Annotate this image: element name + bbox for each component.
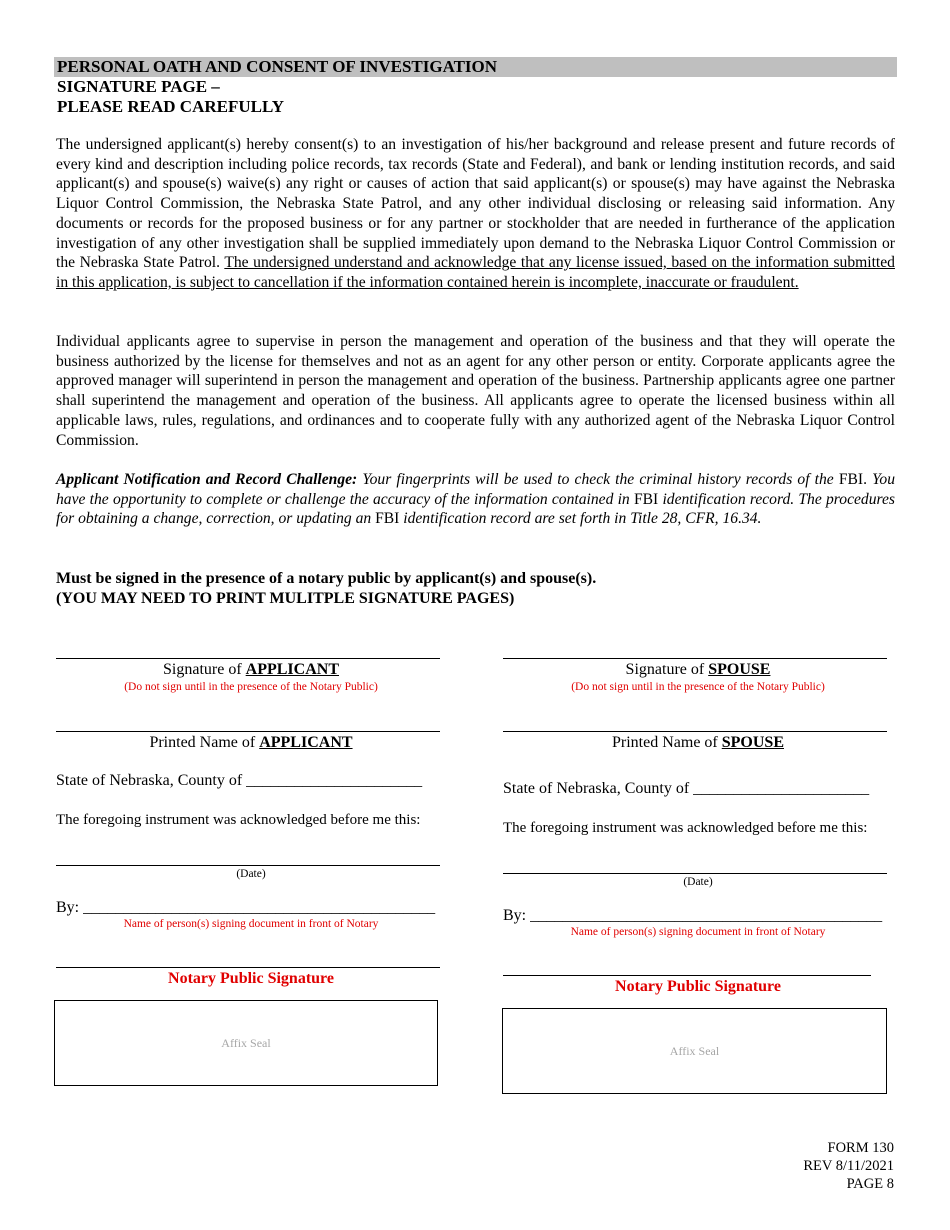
agreement-paragraph: Individual applicants agree to supervise in person the management and operation of the business and that they will operate the business authorized by the license for themselves and not as an agent for any other person or entity. Corporate applicants agree the approved manager will superintend in person the management and operation of the business. Partnership applicants agree one partner shall superintend the management and operation of the business. All applicants agree to operate the licensed business within all applicable laws, rules, regulations, and ordinances and to cooperate fully with any authorized agent of the Nebraska Liquor Control Commission. <box>56 333 895 449</box>
spouse-by-note: Name of person(s) signing document in front of Notary <box>570 926 826 938</box>
applicant-signature-label: Signature of APPLICANT <box>163 661 339 678</box>
spouse-printed-name-line[interactable] <box>503 731 887 732</box>
applicant-notary-signature-label: Notary Public Signature <box>168 970 334 987</box>
notary-instruction: Must be signed in the presence of a notary public by applicant(s) and spouse(s). <box>56 570 597 587</box>
spouse-signature-note: (Do not sign until in the presence of the Notary Public) <box>571 681 825 693</box>
spouse-signature-line[interactable] <box>503 658 887 659</box>
applicant-date-line[interactable] <box>56 865 440 866</box>
spouse-printed-name-label: Printed Name of SPOUSE <box>612 734 784 751</box>
applicant-date-label: (Date) <box>236 868 266 880</box>
form-footer <box>803 1139 894 1193</box>
notification-paragraph: Applicant Notification and Record Challenge: Your fingerprints will be used to check the criminal history records of the FBI. You have the opportunity to complete or challenge the accuracy of the information contained in FBI identification record. The procedures for obtaining a change, correction, or updating an FBI identification record are set forth in Title 28, CFR, 16.34. <box>56 471 896 528</box>
applicant-county-field[interactable]: State of Nebraska, County of ______________________ <box>56 772 423 789</box>
page-number: PAGE 8 <box>846 1176 894 1192</box>
spouse-seal-box <box>502 1008 887 1094</box>
notification-heading: Applicant Notification and Record Challenge: <box>56 471 358 488</box>
print-multiple-note: (YOU MAY NEED TO PRINT MULITPLE SIGNATURE PAGES) <box>56 590 515 607</box>
spouse-date-label: (Date) <box>683 876 713 888</box>
applicant-printed-name-line[interactable] <box>56 731 440 732</box>
applicant-signature-line[interactable] <box>56 658 440 659</box>
spouse-by-field[interactable]: By: ____________________________________________ <box>503 907 883 924</box>
form-number: FORM 130 <box>827 1140 894 1156</box>
consent-underlined-text: The undersigned understand and acknowledge that any license issued, based on the information submitted in this application, is subject to cancellation if the information contained herein is incomplete, inaccurate or fraudulent. <box>56 254 895 291</box>
spouse-seal-label: Affix Seal <box>669 1043 720 1058</box>
page-title: PERSONAL OATH AND CONSENT OF INVESTIGATION <box>57 57 498 76</box>
applicant-by-field[interactable]: By: ____________________________________________ <box>56 899 436 916</box>
spouse-county-field[interactable]: State of Nebraska, County of ______________________ <box>503 780 870 797</box>
applicant-notary-signature-line[interactable] <box>56 967 440 968</box>
applicant-seal-box <box>54 1000 438 1086</box>
applicant-seal-label: Affix Seal <box>221 1035 271 1050</box>
applicant-by-note: Name of person(s) signing document in front of Notary <box>123 918 379 930</box>
consent-paragraph <box>56 135 895 293</box>
spouse-signature-label: Signature of SPOUSE <box>625 661 771 678</box>
spouse-acknowledged-text: The foregoing instrument was acknowledged before me this: <box>503 820 868 836</box>
applicant-acknowledged-text: The foregoing instrument was acknowledged before me this: <box>56 812 421 828</box>
form-revision: REV 8/11/2021 <box>803 1158 894 1174</box>
page-subtitle: SIGNATURE PAGE – <box>57 77 220 96</box>
spouse-notary-signature-line[interactable] <box>503 975 871 976</box>
applicant-printed-name-label: Printed Name of APPLICANT <box>149 734 353 751</box>
applicant-signature-note: (Do not sign until in the presence of the Notary Public) <box>124 681 378 693</box>
spouse-notary-signature-label: Notary Public Signature <box>615 978 781 995</box>
page-subtitle-read-carefully: PLEASE READ CAREFULLY <box>57 97 285 116</box>
consent-text: The undersigned applicant(s) hereby consent(s) to an investigation of his/her background and release present and future records of every kind and description including police records, tax records (State and Federal), and bank or lending institution records, and said applicant(s) and spouse(s) waive(s) any right or causes of action that said applicant(s) or spouse(s) may have against the Nebraska Liquor Control Commission, the Nebraska State Patrol, and any other individual disclosing or releasing said information. Any documents or records for the proposed business or for any partner or stockholder that are needed in furtherance of the application investigation of any other investigation shall be supplied immediately upon demand to the Nebraska Liquor Control Commission or the Nebraska State Patrol. <box>56 136 895 272</box>
spouse-date-line[interactable] <box>503 873 887 874</box>
